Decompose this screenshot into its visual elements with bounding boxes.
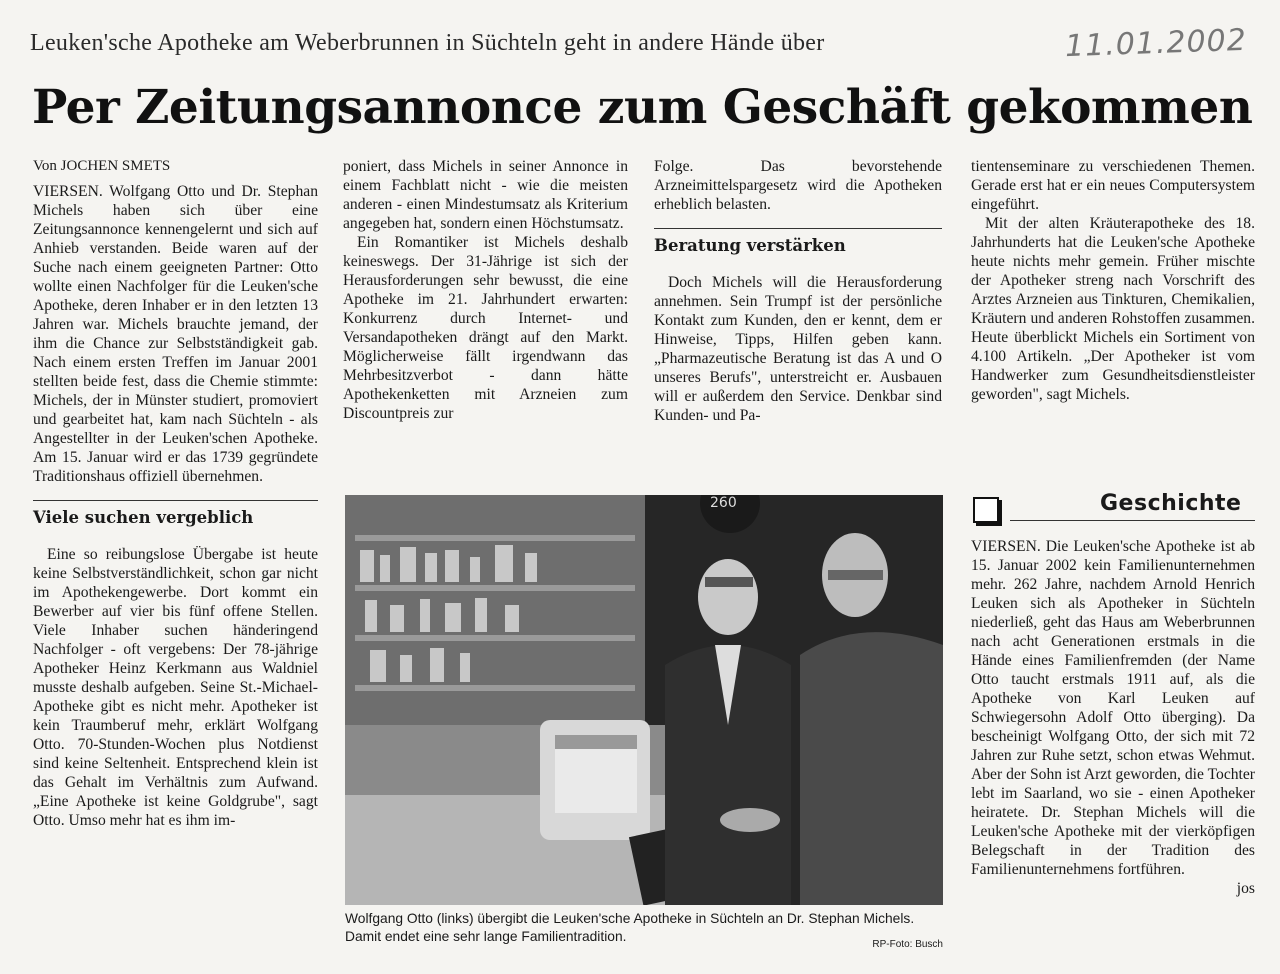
pharmacy-photo [345,495,943,905]
box-text: VIERSEN. Die Leuken'sche Apotheke ist ab 15. Januar 2002 kein Familienunternehmen mehr. 262 Jahre, nachdem Arnold Henrich Leuken sich als Apotheker in Süchteln niederließ, geht das Haus am Weberbrunnen nach acht Generationen erstmals in die Hände eines Familienfremden (der Name Otto taucht erstmals 1911 auf, als die Apotheke von Karl Leuken auf Schwiegersohn Adolf Otto überging). Da bescheinigt Wolfgang Otto, der sich mit 72 Jahren zur Ruhe setzt, schon etwas Wehmut. Aber der Sohn ist Arzt geworden, die Tochter lebt im Saarland, wo sie - einen Apotheker heiratete. Dr. Stephan Michels will die Leuken'sche Apotheke mit der vierköpfigen Belegschaft in der Tradition des Familienunternehmens fortführen. [971,538,1255,878]
column-4 [971,157,1255,404]
caption-text: Wolfgang Otto (links) übergibt die Leuken'sche Apotheke in Süchteln an Dr. Stephan Michels. Damit endet eine sehr lange Familientradition. [345,911,915,944]
byline: Von JOCHEN SMETS [33,158,171,174]
box-square-icon [973,497,999,523]
col4-paragraph-1: tientenseminare zu verschiedenen Themen. Gerade erst hat er ein neues Computersystem eingeführt. [971,158,1255,213]
col3-paragraph-2: Doch Michels will die Herausforderung annehmen. Sein Trumpf ist der persönliche Kontakt zum Kunden, den er kennt, dem er Hinweise, Tipps, Hilfen geben kann. „Pharmazeutische Beratung ist das A und O unseres Berufs", unterstreicht er. Ausbauen will er außerdem den Service. Denkbar sind Kunden- und Pa- [654,274,942,424]
photo-illustration [345,495,943,905]
col1-paragraph-1: VIERSEN. Wolfgang Otto und Dr. Stephan Michels haben sich über eine Zeitungsannonce kennengelernt und sich auf Anhieb verstanden. Beide waren auf der Suche nach einem geeigneten Partner: Otto wollte einen Nachfolger für die Leuken'sche Apotheke, deren Inhaber er in den letzten 13 Jahren war. Michels brauchte jemand, der ihm die Chance zur Selbstständigkeit gab. Nach einem ersten Treffen im Januar 2001 stellten beide fest, dass die Chemie stimmte: Michels, der in Münster studiert, promoviert und gearbeitet hat, kam nach Süchteln - als Angestellter in der Leuken'schen Apotheke. Am 15. Januar wird er das 1739 gegründete Traditionshaus offiziell übernehmen. [33,183,318,485]
col2-paragraph-2: Ein Romantiker ist Michels deshalb keineswegs. Der 31-Jährige ist sich der Herausforderungen sehr bewusst, die eine Apotheke im 21. Jahrhundert erwarten: Konkurrenz durch Internet- und Versandapotheken drängt auf den Markt. Möglicherweise fällt irgendwann das Mehrbesitzverbot - dann hätte Apothekenketten mit Arzneien zum Discountpreis zur [343,234,628,422]
photo-caption [345,910,943,954]
col4-paragraph-2: Mit der alten Kräuterapotheke des 18. Jahrhunderts hat die Leuken'sche Apotheke heute nichts mehr gemein. Früher mischte der Apotheker streng nach Vorschrift des Arztes Arzneien aus Tinkturen, Chemikalien, Kräutern und anderen Rohstoffen zusammen. Heute überblickt Michels ein Sortiment von 4.100 Artikeln. „Der Apotheker ist vom Handwerker zum Gesundheitsdienstleister geworden", sagt Michels. [971,215,1255,403]
box-divider [1010,520,1255,521]
col3-paragraph-1: Folge. Das bevorstehende Arzneimittelspargesetz wird die Apotheken erheblich belasten. [654,158,942,213]
col2-paragraph-1: poniert, dass Michels in seiner Annonce in einem Fachblatt nicht - wie die meisten anderen - einen Mindestumsatz als Kriterium angegeben hat, sondern einen Höchstumsatz. [343,158,628,232]
headline: Per Zeitungsannonce zum Geschäft gekommen [32,80,1253,135]
subhead-viele-suchen: Viele suchen vergeblich [33,500,318,531]
sign-number: 260 [710,495,737,511]
photo-credit: RP-Foto: Busch [872,939,943,950]
column-1 [33,157,318,830]
col1-paragraph-2: Eine so reibungslose Übergabe ist heute keine Selbstverständlichkeit, schon gar nicht im Apothekengewerbe. Dort kommt ein Bewerber auf vier bis fünf offene Stellen. Viele Inhaber suchen händeringend Nachfolger - oft vergebens: Der 78-jährige Apotheker Heinz Kerkmann aus Waldniel musste deshalb aufgeben. Seine St.-Michael-Apotheke gibt es nicht mehr. Apotheker ist kein Traumberuf mehr, erklärt Wolfgang Otto. 70-Stunden-Wochen plus Notdienst sind keine Seltenheit. Entsprechend klein ist das Gehalt im Verhältnis zum Aufwand. „Eine Apotheke ist keine Goldgrube", sagt Otto. Umso mehr hat es ihm im- [33,546,318,829]
subhead-beratung: Beratung verstärken [654,228,942,259]
box-title: Geschichte [1100,491,1242,516]
column-2 [343,157,628,423]
handwritten-date: 11.01.2002 [1064,22,1248,65]
box-body [971,537,1255,898]
column-3 [654,157,942,425]
kicker: Leuken'sche Apotheke am Weberbrunnen in Süchteln geht in andere Hände über [30,30,825,56]
author-signature: jos [1236,880,1255,897]
